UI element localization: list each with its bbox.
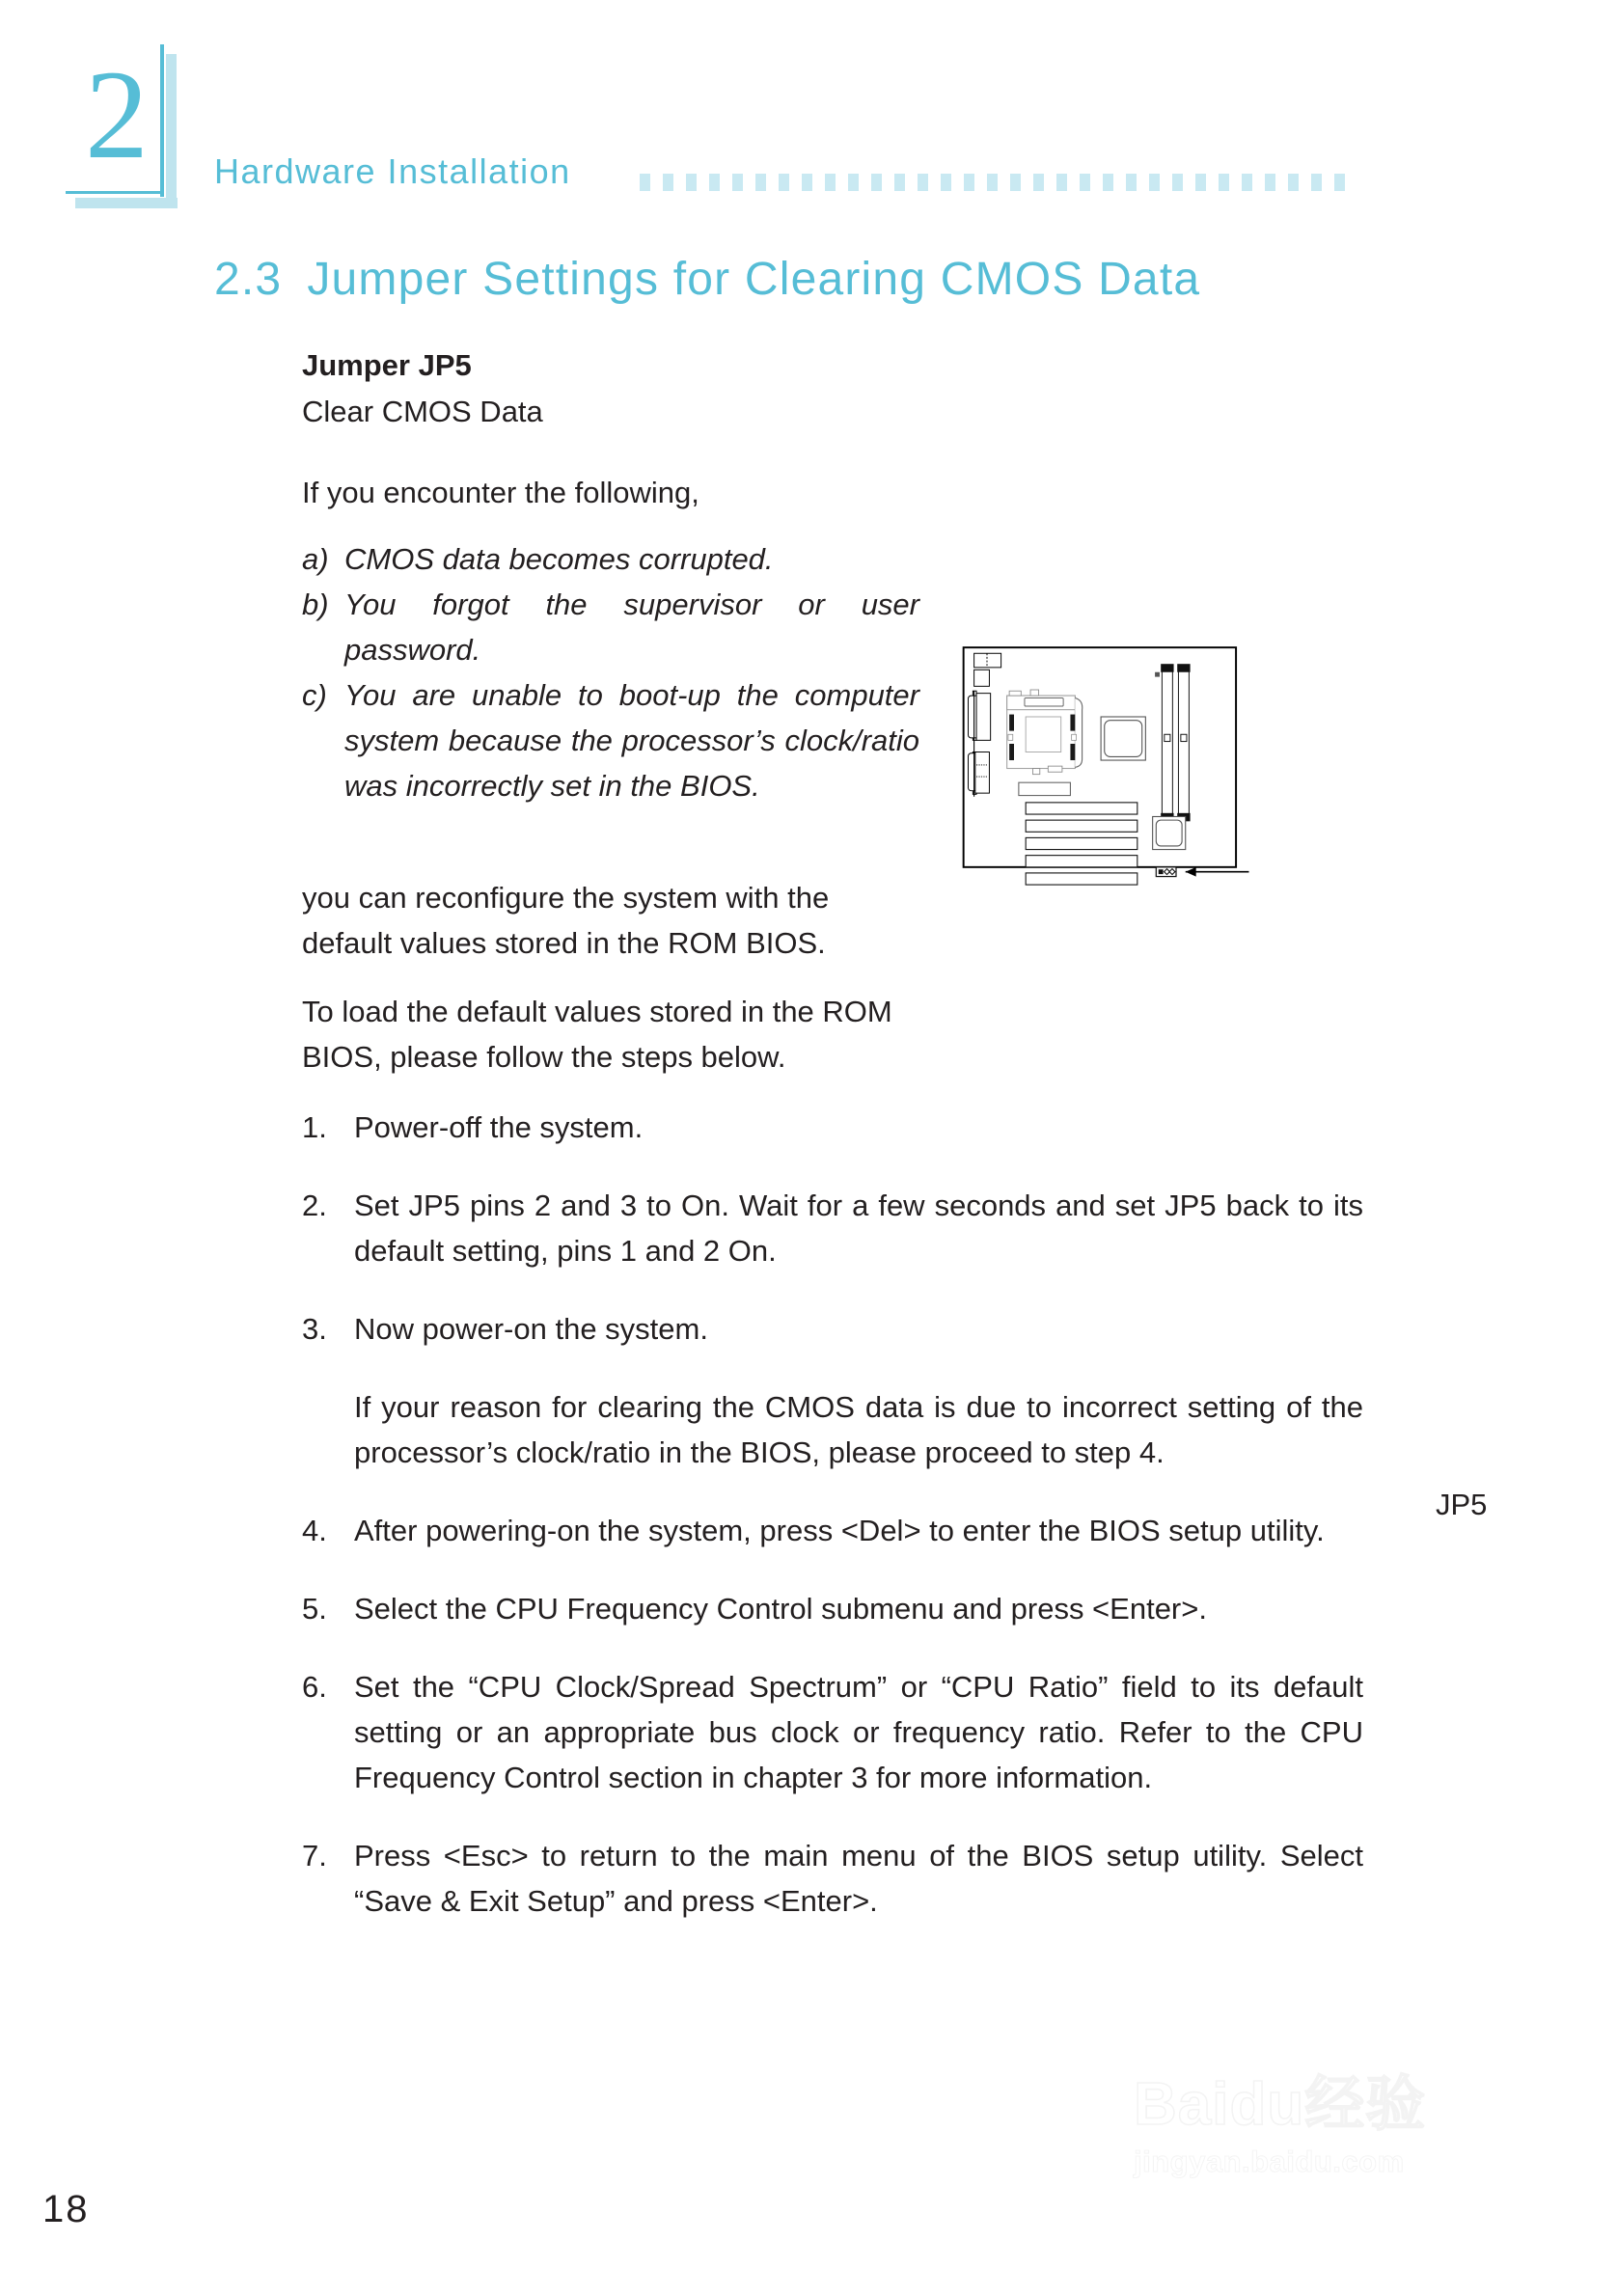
jumper-description: Clear CMOS Data	[302, 395, 543, 428]
pci-slot-5	[1026, 873, 1137, 885]
step-number: 2.	[302, 1189, 327, 1222]
pci-slot-1	[1026, 803, 1137, 814]
south-bridge-chip	[1153, 816, 1186, 849]
socket-lever-bar	[1025, 698, 1063, 707]
running-head-dotted-rule	[640, 174, 1349, 191]
watermark	[1134, 2069, 1548, 2214]
list-item-text: You forgot the supervisor or user password.	[344, 588, 919, 667]
step-text: After powering-on the system, press <Del> to enter the BIOS setup utility.	[354, 1514, 1325, 1547]
step-number: 4.	[302, 1514, 327, 1547]
socket-foot-right	[1048, 766, 1062, 772]
step-number: 1.	[302, 1110, 327, 1144]
dimm-1-key	[1165, 734, 1170, 741]
list-item	[302, 672, 919, 808]
watermark-brand: Baidu经验	[1134, 2071, 1427, 2138]
jp5-pin-1	[1159, 869, 1164, 874]
chapter-badge-rule-vertical	[160, 44, 164, 197]
step-number: 7.	[302, 1839, 327, 1872]
dimm-2-clip-top	[1177, 664, 1190, 672]
dimm-2-key	[1181, 734, 1187, 741]
step-text: Power-off the system.	[354, 1110, 644, 1144]
chapter-badge	[60, 37, 183, 203]
paragraph-load-defaults: To load the default values stored in the ROM BIOS, please follow the steps below.	[302, 995, 892, 1074]
list-item	[302, 1105, 1363, 1150]
socket-notch-right	[1072, 734, 1077, 740]
intro-lead-text: If you encounter the following,	[302, 476, 699, 509]
ps2-connector	[974, 653, 1001, 668]
paragraph-reconfigure: you can reconfigure the system with the default values stored in the ROM BIOS.	[302, 881, 830, 960]
step-text: Set JP5 pins 2 and 3 to On. Wait for a few seconds and set JP5 back to its default setting, pins 1 and 2 On.	[354, 1189, 1363, 1268]
list-item	[302, 1508, 1363, 1553]
step-number: 5.	[302, 1592, 327, 1626]
dimm-slot-1	[1161, 664, 1173, 821]
audio-jacks	[975, 752, 990, 794]
pci-slot-4	[1026, 856, 1137, 867]
motherboard-diagram	[960, 487, 1365, 1027]
watermark-url: jingyan.baidu.com	[1134, 2145, 1405, 2178]
south-bridge-inner	[1156, 820, 1182, 846]
procedure-steps	[302, 1105, 1363, 1956]
socket-clip-tl	[1009, 715, 1014, 731]
list-item	[302, 1833, 1363, 1924]
list-item	[302, 1586, 1363, 1631]
step-text: Set the “CPU Clock/Spread Spectrum” or “CPU Ratio” field to its default setting or an appropriate bus clock or frequency ratio. Refer to the CPU Frequency Control section in chapter 3 for more information.	[354, 1670, 1363, 1794]
dimm-slot-2	[1177, 664, 1190, 821]
usb-connector	[974, 670, 990, 686]
jp5-arrow-head	[1186, 867, 1196, 877]
jp5-callout-label: JP5	[1436, 1488, 1488, 1521]
north-bridge-chip	[1101, 717, 1145, 760]
jp5-callout	[1186, 867, 1249, 877]
dimm-pin1-marker	[1155, 672, 1160, 677]
step-subparagraph: If your reason for clearing the CMOS data is due to incorrect setting of the processor’s clock/ratio in the BIOS, please proceed to step 4.	[354, 1390, 1363, 1469]
agp-slot	[1019, 782, 1071, 795]
cpu-socket	[1007, 690, 1083, 775]
parallel-port	[976, 694, 991, 741]
jp5-jumper	[1156, 867, 1176, 877]
socket-clip-br	[1070, 744, 1075, 760]
list-item-marker: c)	[302, 678, 327, 712]
list-item-marker: b)	[302, 588, 329, 621]
jumper-name: Jumper JP5	[302, 348, 472, 382]
socket-clip-tr	[1070, 715, 1075, 731]
cpu-die-area	[1026, 717, 1061, 752]
pci-slot-2	[1026, 820, 1137, 832]
step-number: 3.	[302, 1312, 327, 1346]
list-item	[302, 1306, 1363, 1475]
pci-slot-3	[1026, 837, 1137, 849]
page-title	[214, 253, 1200, 306]
list-item	[302, 536, 919, 582]
list-item	[302, 1664, 1363, 1800]
step-text: Select the CPU Frequency Control submenu and press <Enter>.	[354, 1592, 1207, 1626]
list-item	[302, 1183, 1363, 1273]
north-bridge-inner	[1105, 721, 1142, 757]
section-number: 2.3	[214, 254, 283, 305]
chapter-badge-shadow-vertical	[166, 54, 177, 208]
chapter-badge-rule-horizontal	[66, 191, 164, 194]
socket-lever-arm	[1075, 698, 1082, 768]
chapter-number: 2	[85, 43, 149, 185]
running-head-title: Hardware Installation	[214, 151, 571, 191]
section-title-text: Jumper Settings for Clearing CMOS Data	[307, 254, 1201, 305]
retention-tab-left	[1009, 691, 1021, 696]
list-item-text: You are unable to boot-up the computer system because the processor’s clock/ratio was incorrectly set in the BIOS.	[344, 678, 919, 803]
socket-clip-bl	[1009, 744, 1014, 760]
board-outline	[964, 647, 1236, 867]
socket-notch-left	[1008, 734, 1013, 740]
step-number: 6.	[302, 1670, 327, 1704]
page-number: 18	[42, 2188, 90, 2230]
dimm-1-body	[1162, 669, 1172, 816]
list-item	[302, 582, 919, 672]
step-text: Now power-on the system.	[354, 1312, 708, 1346]
list-item-marker: a)	[302, 542, 329, 576]
retention-tab-mid	[1030, 690, 1039, 696]
condition-list	[302, 536, 919, 808]
step-text: Press <Esc> to return to the main menu of the BIOS setup utility. Select “Save & Exit Setup” and press <Enter>.	[354, 1839, 1363, 1918]
socket-foot-left	[1032, 769, 1039, 775]
dimm-2-body	[1178, 669, 1189, 816]
chapter-badge-shadow-horizontal	[75, 198, 178, 208]
list-item-text: CMOS data becomes corrupted.	[344, 542, 774, 576]
dimm-1-clip-top	[1161, 664, 1173, 672]
